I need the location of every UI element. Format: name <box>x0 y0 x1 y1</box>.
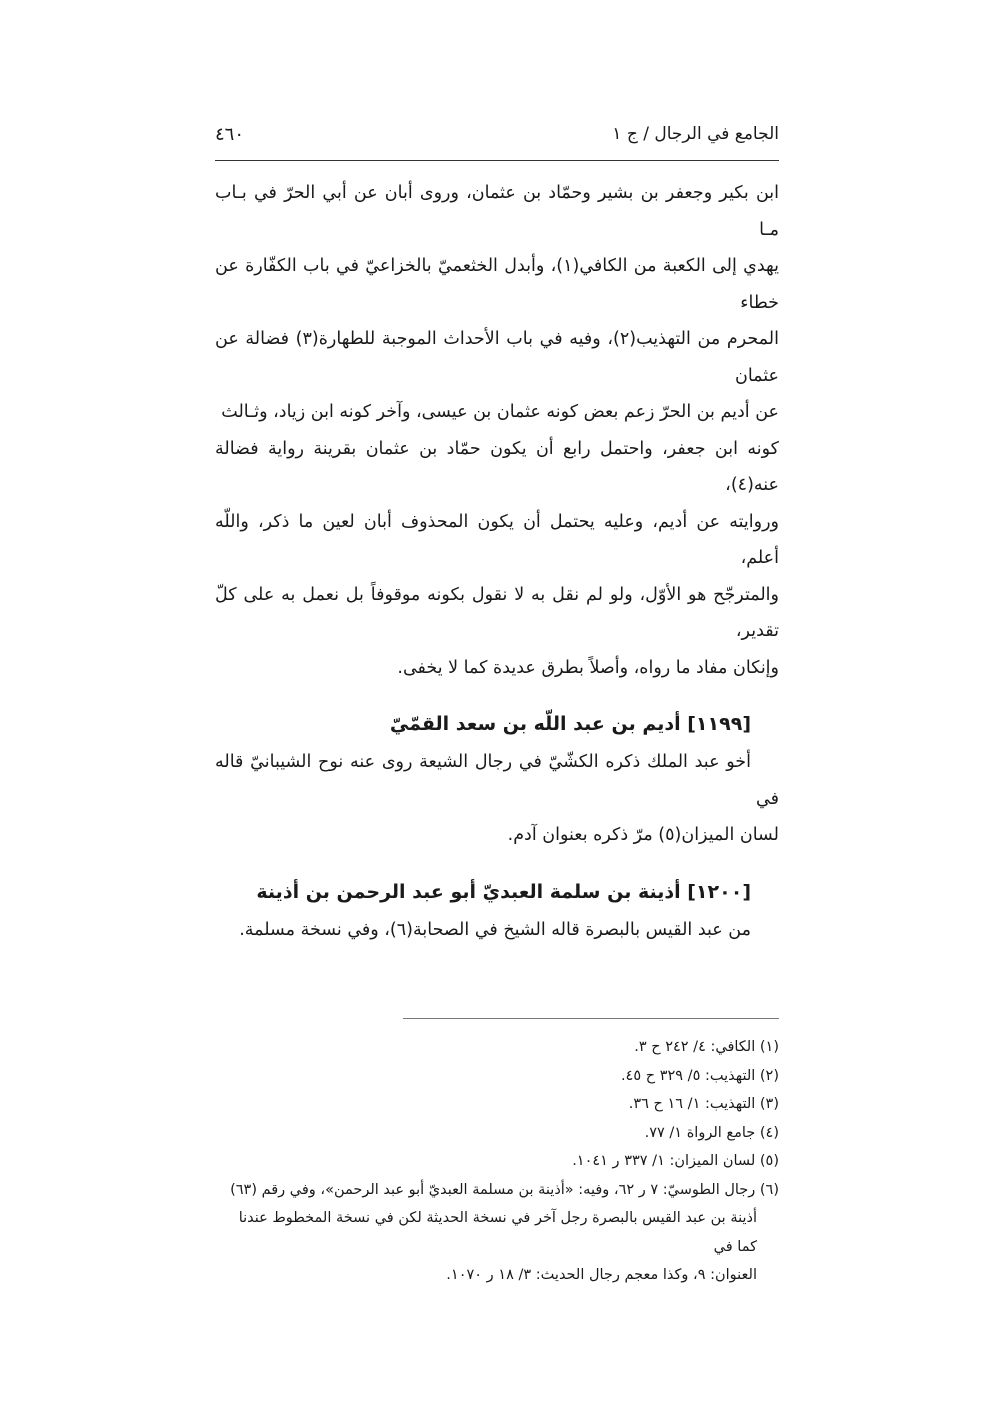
page <box>215 120 779 1290</box>
footnotes <box>215 1033 779 1290</box>
page-number: ٤٦٠ <box>215 124 245 145</box>
text-line: كونه ابن جعفر، واحتمل رابع أن يكون حمّاد بن عثمان بقرينة رواية فضالة عنه(٤)، <box>215 438 779 495</box>
text-line: المحرم من التهذيب(٢)، وفيه في باب الأحداث الموجبة للطهارة(٣) فضالة عن عثمان <box>215 329 779 386</box>
footnote-continuation: العنوان: ٩، وكذا معجم رجال الحديث: ٣/ ١٨ ر ١٠٧٠. <box>446 1267 757 1283</box>
text-line: وروايته عن أديم، وعليه يحتمل أن يكون المحذوف أبان لعين ما ذكر، واللّه أعلم، <box>215 511 779 568</box>
running-header <box>215 120 779 152</box>
footnote: (٣) التهذيب: ١/ ١٦ ح ٣٦. <box>628 1096 779 1112</box>
entry-line: لسان الميزان(٥) مرّ ذكره بعنوان آدم. <box>507 825 779 845</box>
entry-heading: [١١٩٩] أديم بن عبد اللّه بن سعد القمّيّ <box>389 713 751 735</box>
text-line: عن أديم بن الحرّ زعم بعض كونه عثمان بن عيسى، وآخر كونه ابن زياد، وثـالث <box>221 402 779 422</box>
text-line: يهدي إلى الكعبة من الكافي(١)، وأبدل الخثعميّ بالخزاعيّ في باب الكفّارة عن خطاء <box>215 256 779 313</box>
footnote: (٢) التهذيب: ٥/ ٣٢٩ ح ٤٥. <box>620 1067 779 1084</box>
text-line: وإنكان مفاد ما رواه، وأصلاً بطرق عديدة كما لا يخفى. <box>397 657 779 678</box>
footnote: (١) الكافي: ٤/ ٢٤٢ ح ٣. <box>634 1039 779 1055</box>
text-line: والمترجّح هو الأوّل، ولو لم نقل به لا نقول بكونه موقوفاً بل نعمل به على كلّ تقدير، <box>215 584 779 641</box>
entry-line: من عبد القيس بالبصرة قاله الشيخ في الصحابة(٦)، وفي نسخة مسلمة. <box>239 919 751 940</box>
entry-heading: [١٢٠٠] أذينة بن سلمة العبديّ أبو عبد الرحمن بن أذينة <box>256 880 751 903</box>
running-title: الجامع في الرجال / ج ١ <box>612 124 779 144</box>
footnote-continuation: أذينة بن عبد القيس بالبصرة رجل آخر في نسخة الحديثة لكن في نسخة المخطوط عندنا كما في <box>238 1210 757 1255</box>
footnote: (٥) لسان الميزان: ١/ ٣٣٧ ر ١٠٤١. <box>572 1153 779 1169</box>
footnote: (٤) جامع الرواة ١/ ٧٧. <box>644 1124 779 1141</box>
footnote-separator <box>403 1018 779 1019</box>
header-rule <box>215 160 779 161</box>
footnote: (٦) رجال الطوسيّ: ٧ ر ٦٢، وفيه: «أذينة بن مسلمة العبديّ أبو عبد الرحمن»، وفي رقم (٦٣) <box>230 1181 779 1198</box>
entry-line: أخو عبد الملك ذكره الكشّيّ في رجال الشيعة روى عنه نوح الشيبانيّ قاله في <box>215 752 779 809</box>
main-text <box>215 175 779 948</box>
text-line: ابن بكير وجعفر بن بشير وحمّاد بن عثمان، وروى أبان عن أبي الحرّ في بـاب مـا <box>215 183 779 240</box>
